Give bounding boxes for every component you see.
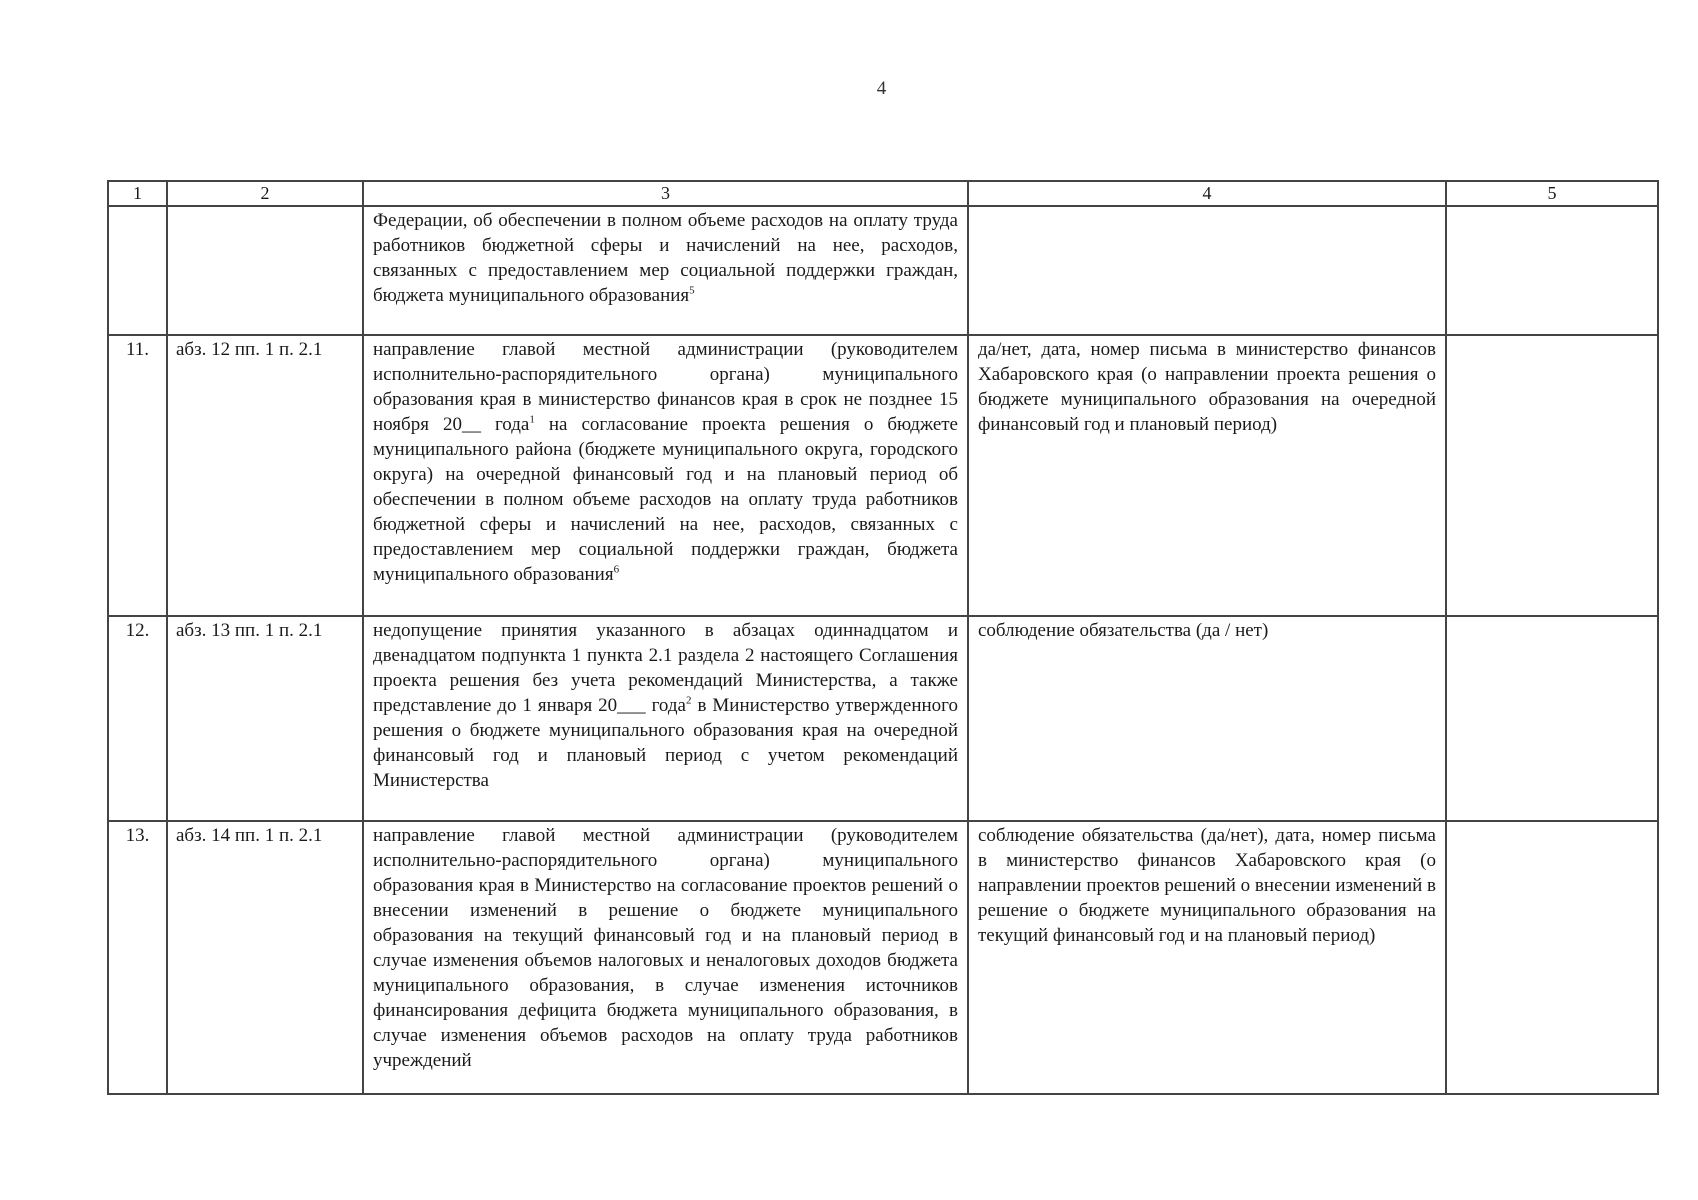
- row-obligation-text: [363, 206, 968, 335]
- header-col-1: 1: [108, 181, 167, 206]
- table-row: [108, 335, 1658, 616]
- obligations-table: [107, 180, 1659, 1095]
- row-number: 12.: [108, 616, 167, 821]
- footnote-mark: 2: [686, 694, 692, 707]
- footnote-mark: 1: [529, 413, 535, 426]
- row-obligation-text: [363, 335, 968, 616]
- row-note: [1446, 335, 1658, 616]
- obligation-text-part-b: на согласование проекта решения о бюджете муниципального района (бюджете муниципального округа, городского округа) на очередной финансовый год и на плановый период об обеспечении в полном объеме расходов на оплату труда работников бюджетной сферы и начислений на нее, расходов, связанных с предоставлением мер социальной поддержки граждан, бюджета муниципального образования: [373, 414, 958, 585]
- footnote-mark: 5: [689, 284, 695, 297]
- row-reference: абз. 13 пп. 1 п. 2.1: [167, 616, 363, 821]
- row-note: [1446, 821, 1658, 1094]
- row-indicator: соблюдение обязательства (да/нет), дата, номер письма в министерство финансов Хабаровского края (о направлении проектов решений о внесении изменений в решение о бюджете муниципального образования на текущий финансовый год и на плановый период): [968, 821, 1446, 1094]
- row-obligation-text: направление главой местной администрации (руководителем исполнительно-распорядительного органа) муниципального образования края в Министерство на согласование проектов решений о внесении изменений в решение о бюджете муниципального образования на текущий финансовый год и на плановый период в случае изменения объемов налоговых и неналоговых доходов бюджета муниципального образования, в случае изменения источников финансирования дефицита бюджета муниципального образования, в случае изменения объемов расходов на оплату труда работников учреждений: [363, 821, 968, 1094]
- header-col-5: 5: [1446, 181, 1658, 206]
- table-row: [108, 206, 1658, 335]
- obligation-text: Федерации, об обеспечении в полном объеме расходов на оплату труда работников бюджетной сферы и начислений на нее, расходов, связанных с предоставлением мер социальной поддержки граждан, бюджета муниципального образования: [373, 210, 958, 306]
- header-col-3: 3: [363, 181, 968, 206]
- row-note: [1446, 616, 1658, 821]
- table-row: [108, 821, 1658, 1094]
- row-note: [1446, 206, 1658, 335]
- page-number: 4: [876, 78, 887, 99]
- header-col-2: 2: [167, 181, 363, 206]
- obligation-text-part-b: в Министерство утвержденного решения о бюджете муниципального образования края на очередной финансовый год и плановый период с учетом рекомендаций Министерства: [373, 695, 958, 791]
- footnote-mark: 6: [613, 563, 620, 576]
- row-indicator: соблюдение обязательства (да / нет): [968, 616, 1446, 821]
- table-header-row: [108, 181, 1658, 206]
- row-reference: абз. 14 пп. 1 п. 2.1: [167, 821, 363, 1094]
- header-col-4: 4: [968, 181, 1446, 206]
- table-row: [108, 616, 1658, 821]
- row-indicator: да/нет, дата, номер письма в министерство финансов Хабаровского края (о направлении проекта решения о бюджете муниципального образования на очередной финансовый год и плановый период): [968, 335, 1446, 616]
- row-obligation-text: [363, 616, 968, 821]
- row-number: [108, 206, 167, 335]
- row-number: 13.: [108, 821, 167, 1094]
- row-reference: абз. 12 пп. 1 п. 2.1: [167, 335, 363, 616]
- row-indicator: [968, 206, 1446, 335]
- obligation-text-part-a: направление главой местной администрации (руководителем исполнительно-распорядительного органа) муниципального образования края в министерство финансов края в срок не позднее 15 ноября 20__ года: [373, 339, 958, 435]
- row-number: 11.: [108, 335, 167, 616]
- obligation-text-part-a: недопущение принятия указанного в абзацах одиннадцатом и двенадцатом подпункта 1 пункта 2.1 раздела 2 настоящего Соглашения проекта решения без учета рекомендаций Министерства, а также представление до 1 января 20___ года: [373, 620, 958, 716]
- row-reference: [167, 206, 363, 335]
